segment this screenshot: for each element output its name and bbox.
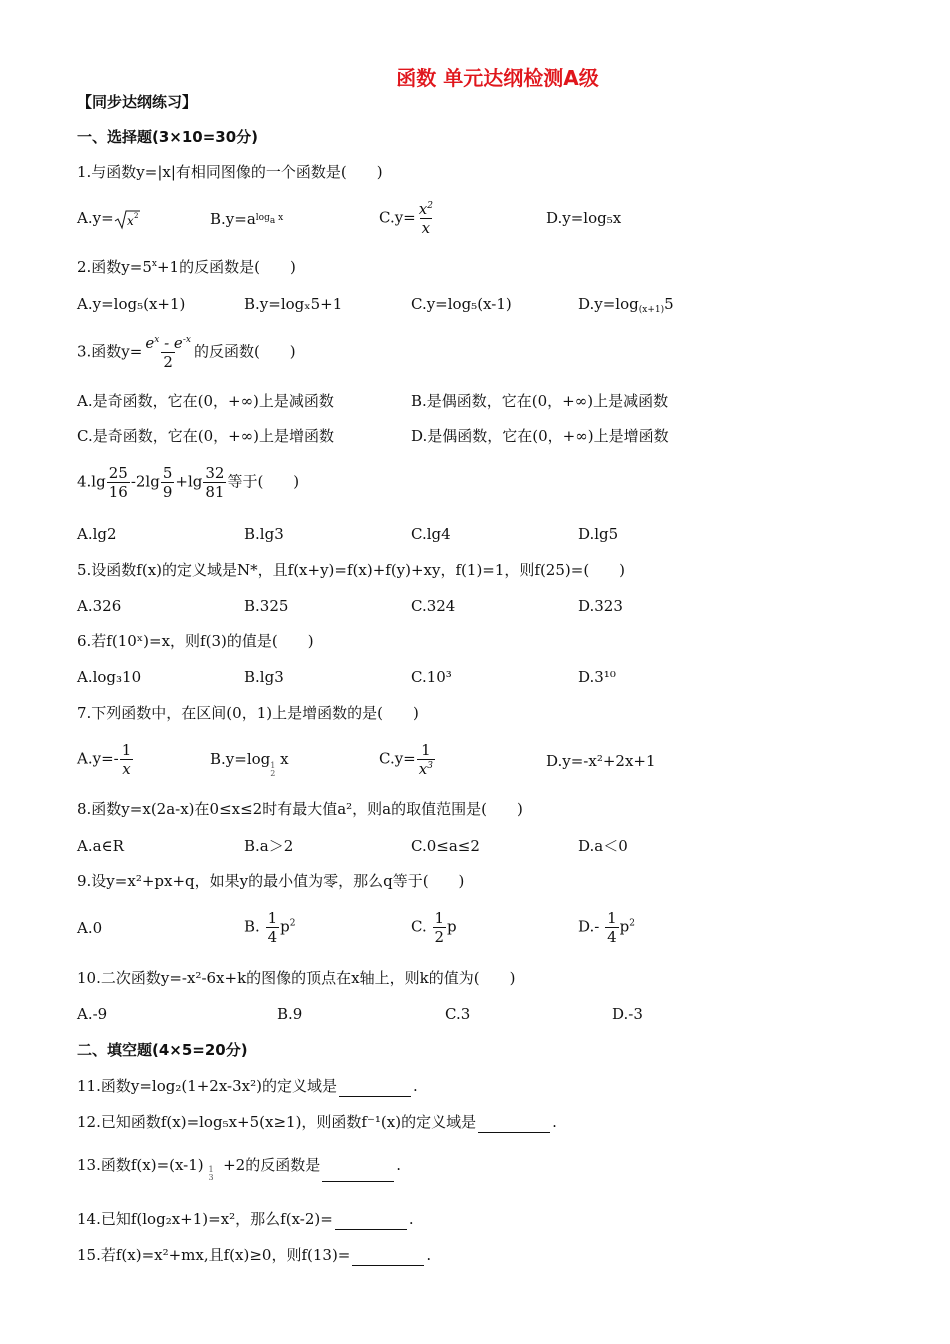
q4-option-d: D.lg5 [578, 525, 619, 543]
question-6-stem: 6.若f(10ˣ)=x，则f(3)的值是( ) [77, 632, 314, 650]
q4-option-b: B.lg3 [244, 525, 284, 543]
q4-option-c: C.lg4 [411, 525, 451, 543]
q6-option-a: A.log₃10 [77, 668, 142, 686]
q10-option-b: B.9 [277, 1005, 303, 1023]
q9-option-d: D.- $\frac{1}{4}$ $p^2$ [578, 909, 635, 946]
q6-option-b: B.lg3 [244, 668, 284, 686]
svg-text:2: 2 [133, 212, 139, 220]
q6-option-d: D.3¹⁰ [578, 668, 616, 686]
q7-option-a: A.y=- $\frac{1}{x}$ [77, 741, 132, 778]
question-13: 13.函数f(x)=(x-1) 1 3 +2的反函数是 . [77, 1156, 401, 1182]
q6-option-c: C.10³ [411, 668, 452, 686]
answer-blank[interactable] [335, 1215, 407, 1230]
question-15: 15.若f(x)=x²+mx,且f(x)≥0，则f(13)= . [77, 1246, 432, 1264]
question-11: 11.函数y=log₂(1+2x-3x²)的定义域是 . [77, 1077, 418, 1095]
q1-option-a: A.y= x 2 [77, 209, 139, 228]
answer-blank[interactable] [352, 1251, 424, 1266]
q10-option-d: D.-3 [612, 1005, 643, 1023]
section-choice-heading: 一、选择题(3×10=30分) [77, 128, 259, 146]
q2-option-d: $D.y=\log_{(x+1)}5$ [578, 295, 674, 315]
q8-option-c: C.0≤a≤2 [411, 837, 480, 855]
q5-option-b: B.325 [244, 597, 289, 615]
q7-option-b: B.y=log 1 2 x [210, 750, 289, 778]
q4-option-a: A.lg2 [77, 525, 117, 543]
question-1-stem: 1.与函数y=|x|有相同图像的一个函数是( ) [77, 163, 383, 181]
q2-option-a: A.y=log₅(x+1) [77, 295, 186, 313]
q3-option-a: A.是奇函数，它在(0，+∞)上是减函数 [77, 392, 334, 410]
page-title: 函数 单元达纲检测A级 [396, 66, 599, 90]
answer-blank[interactable] [478, 1118, 550, 1133]
q3-option-c: C.是奇函数，它在(0，+∞)上是增函数 [77, 427, 335, 445]
section-header: 【同步达纲练习】 [77, 93, 198, 111]
question-10-stem: 10.二次函数y=-x²-6x+k的图像的顶点在x轴上，则k的值为( ) [77, 969, 516, 987]
question-14: 14.已知f(log₂x+1)=x²，那么f(x-2)= . [77, 1210, 414, 1228]
svg-text:x: x [126, 214, 134, 228]
q2-option-c: C.y=log₅(x-1) [411, 295, 512, 313]
sqrt-sign-icon [114, 208, 140, 230]
q1-option-c: C.y= $\frac{x^2}{x}$ [379, 200, 433, 237]
q8-option-d: D.a＜0 [578, 837, 628, 855]
question-12: 12.已知函数f(x)=log₅x+5(x≥1)，则函数f⁻¹(x)的定义域是 . [77, 1113, 557, 1131]
q5-option-c: C.324 [411, 597, 456, 615]
question-2-stem: 2.函数$y=5^x+1$的反函数是( ) [77, 258, 296, 276]
q7-option-c: C.y= $\frac{1}{x^3}$ [379, 741, 433, 778]
answer-blank[interactable] [322, 1167, 394, 1182]
question-7-stem: 7.下列函数中，在区间(0，1)上是增函数的是( ) [77, 704, 419, 722]
q9-option-c: C. $\frac{1}{2}$ p [411, 909, 457, 946]
question-5-stem: 5.设函数f(x)的定义域是N*，且f(x+y)=f(x)+f(y)+xy，f(1)=1，则f(25)=( ) [77, 561, 626, 579]
question-9-stem: 9.设y=x²+px+q，如果y的最小值为零，那么q等于( ) [77, 872, 465, 890]
q5-option-a: A.326 [77, 597, 122, 615]
q10-option-a: A.-9 [77, 1005, 108, 1023]
q3-option-d: D.是偶函数，它在(0，+∞)上是增函数 [411, 427, 669, 445]
question-8-stem: 8.函数y=x(2a-x)在0≤x≤2时有最大值a²，则a的取值范围是( ) [77, 800, 523, 818]
q8-option-b: B.a＞2 [244, 837, 294, 855]
question-4-stem: 4.lg $\frac{25}{16}$ -2lg $\frac{5}{9}$ +lg $\frac{32}{81}$ 等于( ) [77, 464, 300, 501]
q3-option-b: B.是偶函数，它在(0，+∞)上是减函数 [411, 392, 669, 410]
answer-blank[interactable] [339, 1082, 411, 1097]
q5-option-d: D.323 [578, 597, 623, 615]
question-3-stem: 3.函数y= $\frac{e^x - e^{-x}}{2}$ 的反函数( ) [77, 334, 296, 371]
section-fill-heading: 二、填空题(4×5=20分) [77, 1041, 248, 1059]
q10-option-c: C.3 [445, 1005, 471, 1023]
q9-option-b: B. $\frac{1}{4}$ $p^2$ [244, 909, 296, 946]
q1-option-b: $B.y=a^{log_a x}$ [210, 210, 284, 228]
q1-option-d: D.y=log₅x [546, 209, 622, 227]
q8-option-a: A.a∈R [77, 837, 124, 855]
q9-option-a: A.0 [77, 919, 103, 937]
q7-option-d: D.y=-x²+2x+1 [546, 752, 656, 770]
q2-option-b: B.y=logₓ5+1 [244, 295, 343, 313]
